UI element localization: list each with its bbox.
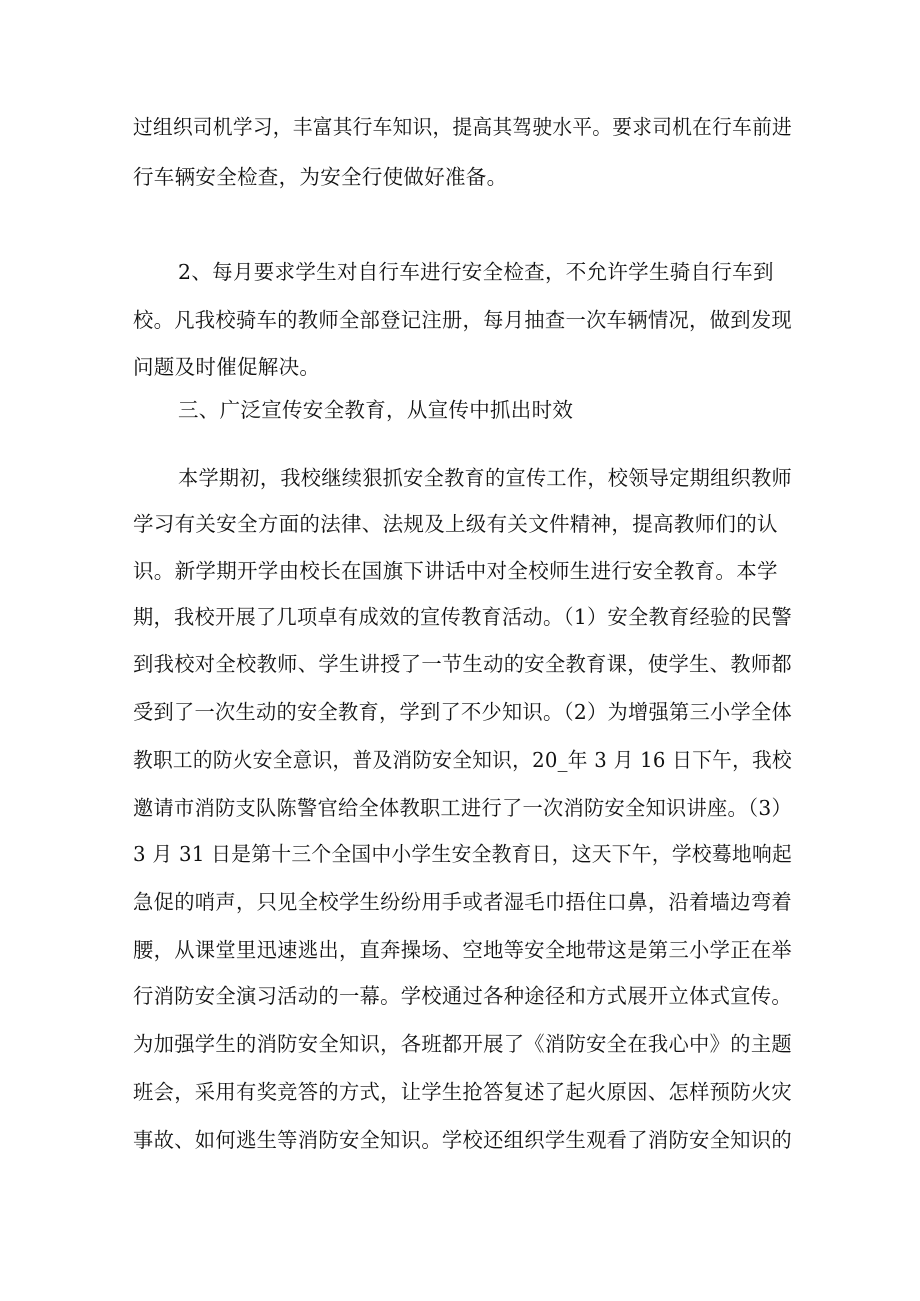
- text-line: 受到了一次生动的安全教育，学到了不少知识。（2）为增强第三小学全体: [133, 700, 793, 724]
- text-line: 行车辆安全检查，为安全行使做好准备。: [133, 165, 508, 189]
- heading-line: 三、广泛宣传安全教育，从宣传中抓出时效: [178, 398, 574, 422]
- text-line: 3 月 31 日是第十三个全国中小学生安全教育日，这天下午，学校蓦地响起: [133, 842, 793, 866]
- text-line: 过组织司机学习，丰富其行车知识，提高其驾驶水平。要求司机在行车前进: [133, 115, 793, 139]
- text-line: 为加强学生的消防安全知识，各班都开展了《消防安全在我心中》的主题: [133, 1032, 793, 1056]
- text-line: 班会，采用有奖竞答的方式，让学生抢答复述了起火原因、怎样预防火灾: [133, 1080, 793, 1104]
- text-line: 问题及时催促解决。: [133, 355, 321, 379]
- text-line: 事故、如何逃生等消防安全知识。学校还组织学生观看了消防安全知识的: [133, 1128, 793, 1152]
- text-line: 识。新学期开学由校长在国旗下讲话中对全校师生进行安全教育。本学: [133, 559, 778, 583]
- text-line: 2、每月要求学生对自行车进行安全检查，不允许学生骑自行车到: [178, 260, 774, 284]
- text-line: 急促的哨声，只见全校学生纷纷用手或者湿毛巾捂住口鼻，沿着墙边弯着: [133, 890, 793, 914]
- text-line: 校。凡我校骑车的教师全部登记注册，每月抽查一次车辆情况，做到发现: [133, 308, 793, 332]
- text-line: 腰，从课堂里迅速逃出，直奔操场、空地等安全地带这是第三小学正在举: [133, 938, 793, 962]
- text-line: 学习有关安全方面的法律、法规及上级有关文件精神，提高教师们的认: [133, 512, 778, 536]
- text-line: 教职工的防火安全意识，普及消防安全知识，20_年 3 月 16 日下午，我校: [133, 748, 792, 772]
- text-line: 期，我校开展了几项卓有成效的宣传教育活动。（1）安全教育经验的民警: [133, 605, 793, 629]
- text-line: 本学期初，我校继续狠抓安全教育的宣传工作，校领导定期组织教师: [178, 466, 793, 490]
- text-line: 到我校对全校教师、学生讲授了一节生动的安全教育课，使学生、教师都: [133, 652, 793, 676]
- text-line: 行消防安全演习活动的一幕。学校通过各种途径和方式展开立体式宣传。: [133, 984, 793, 1008]
- text-line: 邀请市消防支队陈警官给全体教职工进行了一次消防安全知识讲座。（3）: [133, 796, 793, 820]
